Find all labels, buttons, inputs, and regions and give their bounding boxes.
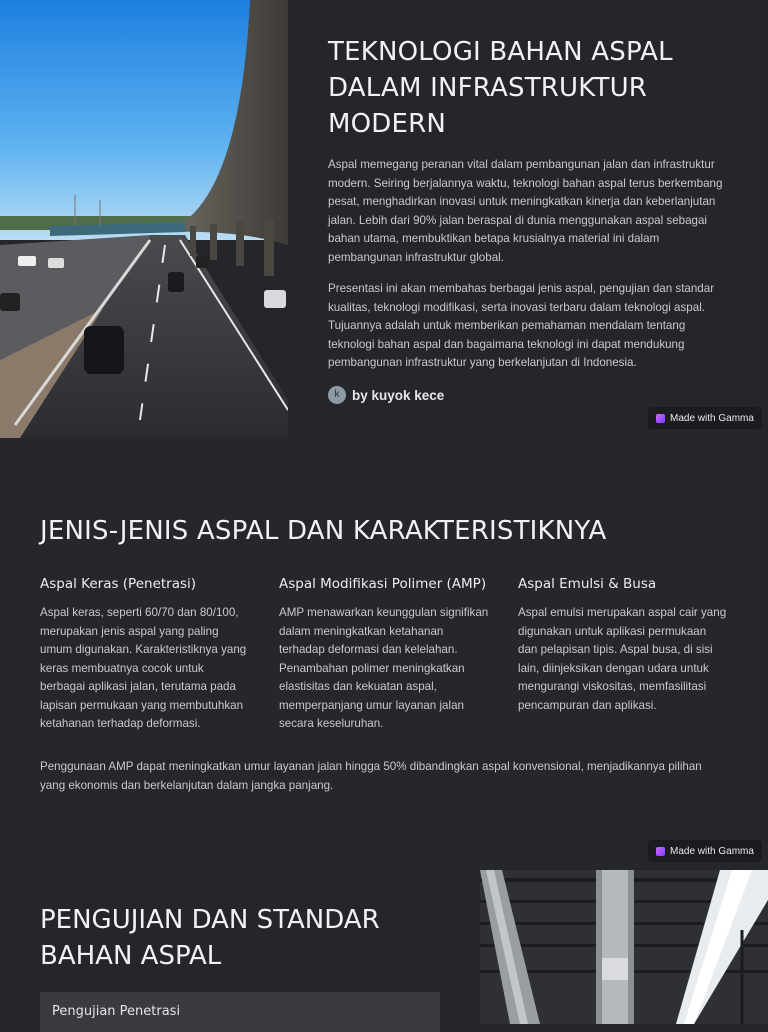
overview-paragraph: Presentasi ini akan membahas berbagai jenis aspal, pengujian dan standar kualitas, teknologi modifikasi, serta inovasi terbaru dalam teknologi aspal. Tujuannya adalah untuk memberikan pemahaman mendalam tentang teknologi bahan aspal dan bagaimana teknologi ini dapat mendukung pembangunan infrastruktur yang berkelanjutan di Indonesia.: [328, 282, 715, 369]
highway-photo: [0, 0, 288, 438]
highway-illustration: [0, 0, 288, 438]
badge-label: Made with Gamma: [670, 845, 754, 857]
asphalt-type-column: [40, 576, 250, 734]
page-title: TEKNOLOGI BAHAN ASPAL DALAM INFRASTRUKTUR MODERN: [328, 37, 673, 139]
summary-note: Penggunaan AMP dapat meningkatkan umur layanan jalan hingga 50% dibandingkan aspal konvensional, menjadikannya pilihan yang ekonomis dan berkelanjutan dalam jangka panjang.: [40, 760, 702, 792]
badge-label: Made with Gamma: [670, 412, 754, 424]
author-byline: [328, 386, 444, 404]
made-with-gamma-badge[interactable]: [648, 407, 762, 429]
column-body: Aspal keras, seperti 60/70 dan 80/100, merupakan jenis aspal yang paling umum digunakan. Karakteristiknya yang keras membuatnya cocok untuk berbagai aplikasi jalan, terutama pada lapisan permukaan yang membutuhkan ketahanan terhadap deformasi.: [40, 606, 247, 730]
asphalt-type-column: [518, 576, 728, 715]
lab-ceiling-photo: [480, 870, 768, 1024]
section-title: PENGUJIAN DAN STANDAR BAHAN ASPAL: [40, 905, 380, 971]
section-title: JENIS-JENIS ASPAL DAN KARAKTERISTIKNYA: [40, 516, 607, 546]
asphalt-type-column: [279, 576, 489, 734]
author-name: by kuyok kece: [352, 387, 445, 403]
ceiling-illustration: [480, 870, 768, 1024]
asphalt-types-slide: [0, 438, 768, 870]
column-body: Aspal emulsi merupakan aspal cair yang digunakan untuk aplikasi permukaan dan pelapisan tipis. Aspal busa, di sisi lain, diinjeksikan dengan udara untuk mengurangi viskositas, memfasilitasi pencampuran dan aplikasi.: [518, 606, 727, 712]
intro-paragraph: Aspal memegang peranan vital dalam pembangunan jalan dan infrastruktur modern. Seiring berjalannya waktu, teknologi bahan aspal terus berkembang pesat, menghadirkan inovasi untuk meningkatkan kinerja dan keberlanjutan jalan. Lebih dari 90% jalan beraspal di dunia menggunakan aspal sebagai bahan utama, membuktikan betapa krusialnya material ini dalam pembangunan infrastruktur global.: [328, 158, 723, 264]
made-with-gamma-badge[interactable]: [648, 840, 762, 862]
testing-standards-slide: [0, 870, 768, 1024]
column-heading: Aspal Emulsi & Busa: [518, 576, 657, 592]
column-body: AMP menawarkan keunggulan signifikan dalam meningkatkan ketahanan terhadap deformasi dan kelelahan. Penambahan polimer meningkatkan elastisitas dan kekuatan aspal, memperpanjang umur layanan jalan secara keseluruhan.: [279, 606, 489, 730]
gamma-logo-icon: [656, 847, 665, 856]
column-heading: Aspal Keras (Penetrasi): [40, 576, 197, 592]
column-heading: Aspal Modifikasi Polimer (AMP): [279, 576, 487, 592]
gamma-logo-icon: [656, 414, 665, 423]
card-label: Pengujian Penetrasi: [52, 1004, 181, 1019]
penetration-test-card: [40, 992, 440, 1032]
title-slide: [0, 0, 768, 438]
avatar: k: [328, 386, 346, 404]
